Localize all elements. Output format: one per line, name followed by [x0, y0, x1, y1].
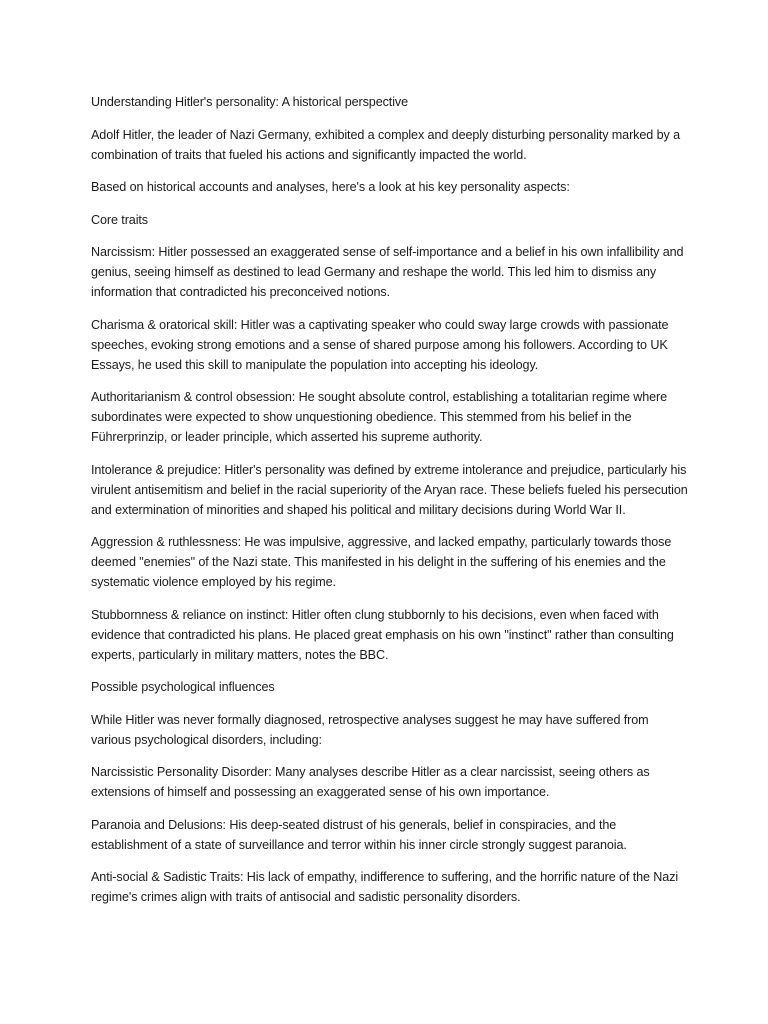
trait-charisma: Charisma & oratorical skill: Hitler was a captivating speaker who could sway large crowds with passionate speeches, evoking strong emotions and a sense of shared purpose among his followers. According to UK Essays, he used this skill to manipulate the population into accepting his ideology. [91, 317, 669, 372]
trait-stubbornness: Stubbornness & reliance on instinct: Hitler often clung stubbornly to his decisions, even when faced with evidence that contradicted his plans. He placed great emphasis on his own "instinct" rather than consulting experts, particularly in military matters, notes the BBC. [91, 607, 674, 662]
psych-intro-paragraph: While Hitler was never formally diagnosed, retrospective analyses suggest he may have suffered from various psychological disorders, including: [91, 712, 649, 747]
trait-aggression: Aggression & ruthlessness: He was impulsive, aggressive, and lacked empathy, particularly towards those deemed "enemies" of the Nazi state. This manifested in his delight in the suffering of his enemies and the systematic violence employed by his regime. [91, 535, 672, 589]
psych-item-paranoia: Paranoia and Delusions: His deep-seated distrust of his generals, belief in conspiracies, and the establishment of a state of surveillance and terror within his inner circle strongly suggest paranoia. [91, 817, 627, 852]
trait-authoritarianism: Authoritarianism & control obsession: He sought absolute control, establishing a totalitarian regime where subordinates were expected to show unquestioning obedience. This stemmed from his belief in the Führerprinzip, or leader principle, which asserted his supreme authority. [91, 390, 668, 444]
document-body [91, 92, 691, 920]
intro-paragraph: Adolf Hitler, the leader of Nazi Germany, exhibited a complex and deeply disturbing personality marked by a combination of traits that fueled his actions and significantly impacted the world. [91, 127, 680, 162]
trait-intolerance: Intolerance & prejudice: Hitler's personality was defined by extreme intolerance and prejudice, particularly his virulent antisemitism and belief in the racial superiority of the Aryan race. These beliefs fueled his persecution and extermination of minorities and shaped his political and military decisions during World War II. [91, 462, 688, 517]
document-title: Understanding Hitler's personality: A historical perspective [91, 95, 409, 109]
overview-paragraph: Based on historical accounts and analyses, here's a look at his key personality aspects: [91, 180, 570, 194]
psych-heading: Possible psychological influences [91, 680, 275, 694]
psych-item-antisocial: Anti-social & Sadistic Traits: His lack of empathy, indifference to suffering, and the horrific nature of the Nazi regime's crimes align with traits of antisocial and sadistic personality disorders. [91, 870, 679, 904]
trait-narcissism: Narcissism: Hitler possessed an exaggerated sense of self-importance and a belief in his own infallibility and genius, seeing himself as destined to lead Germany and reshape the world. This led him to dismiss any information that contradicted his preconceived notions. [91, 245, 684, 299]
core-traits-heading: Core traits [91, 212, 148, 227]
psych-item-npd: Narcissistic Personality Disorder: Many analyses describe Hitler as a clear narcissist, seeing others as extensions of himself and possessing an exaggerated sense of his own importance. [91, 765, 650, 799]
